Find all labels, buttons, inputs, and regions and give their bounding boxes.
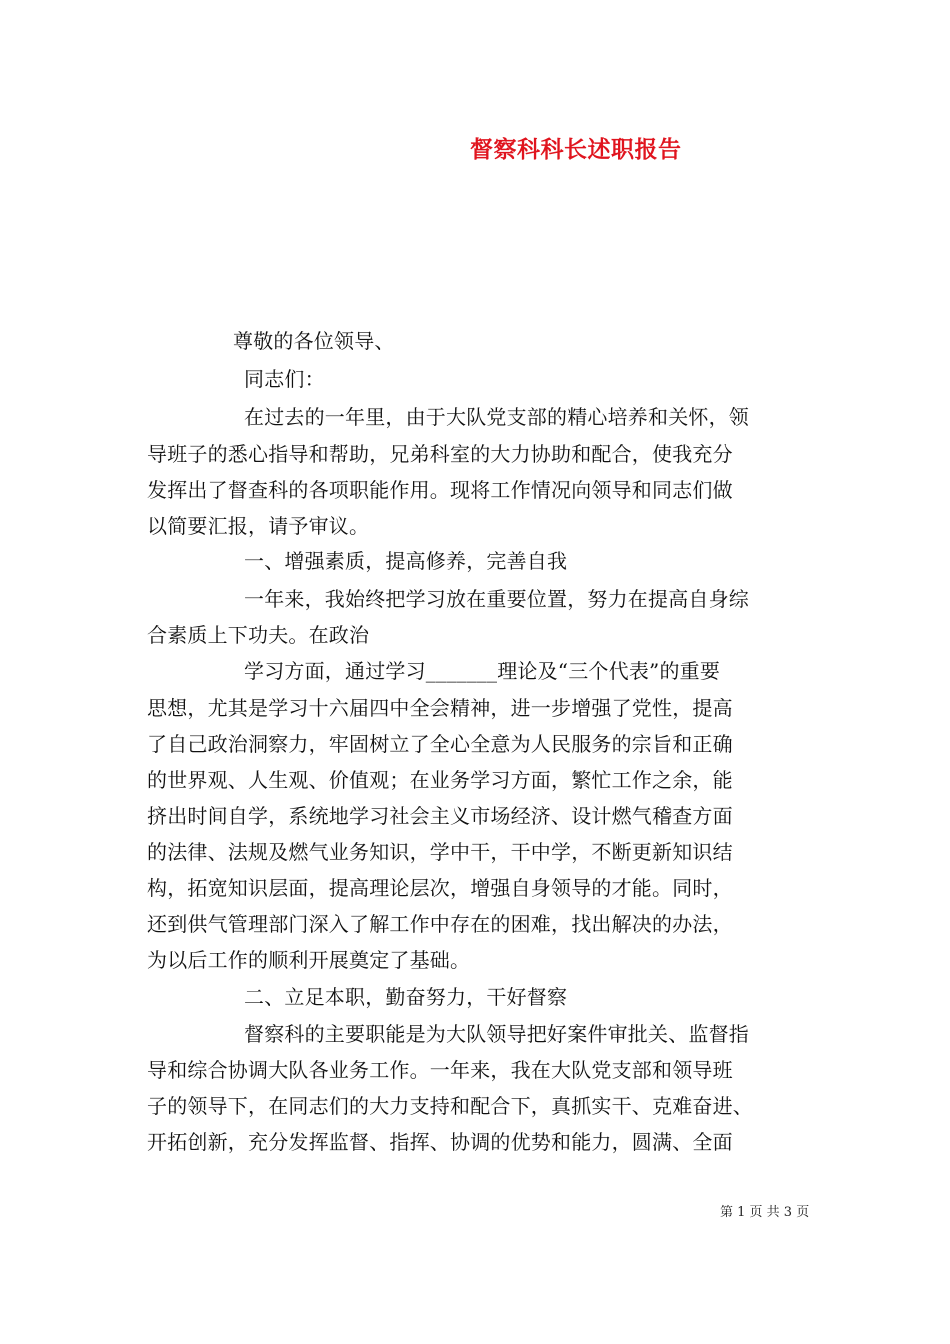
paragraph-line: 一年来，我始终把学习放在重要位置，努力在提高自身综	[244, 587, 749, 611]
paragraph-line: 的法律、法规及燃气业务知识，学中干，干中学，不断更新知识结	[147, 840, 733, 864]
salutation-line-1: 尊敬的各位领导、	[233, 329, 395, 353]
paragraph-line: 思想，尤其是学习十六届四中全会精神，进一步增强了党性，提高	[147, 696, 733, 720]
paragraph-line: 还到供气管理部门深入了解工作中存在的困难，找出解决的办法，	[147, 912, 733, 936]
paragraph-line: 在过去的一年里，由于大队党支部的精心培养和关怀，领	[244, 405, 749, 429]
paragraph-line: 导和综合协调大队各业务工作。一年来，我在大队党支部和领导班	[147, 1058, 733, 1082]
paragraph-line: 了自己政治洞察力，牢固树立了全心全意为人民服务的宗旨和正确	[147, 732, 733, 756]
paragraph-line: 合素质上下功夫。在政治	[147, 623, 370, 647]
page-number-footer: 第 1 页 共 3 页	[720, 1205, 810, 1220]
paragraph-line: 督察科的主要职能是为大队领导把好案件审批关、监督指	[244, 1022, 749, 1046]
paragraph-line: 开拓创新，充分发挥监督、指挥、协调的优势和能力，圆满、全面	[147, 1130, 733, 1154]
paragraph-line: 的世界观、人生观、价值观；在业务学习方面，繁忙工作之余，能	[147, 768, 733, 792]
paragraph-line: 为以后工作的顺利开展奠定了基础。	[147, 948, 471, 972]
salutation-line-2: 同志们：	[244, 367, 325, 391]
section-heading-2: 二、立足本职，勤奋努力，干好督察	[244, 985, 568, 1009]
paragraph-line: 发挥出了督查科的各项职能作用。现将工作情况向领导和同志们做	[147, 478, 733, 502]
section-heading-1: 一、增强素质，提高修养，完善自我	[244, 549, 568, 573]
paragraph-line: 学习方面，通过学习_______理论及“三个代表”的重要	[244, 659, 721, 683]
paragraph-line: 导班子的悉心指导和帮助，兄弟科室的大力协助和配合，使我充分	[147, 442, 733, 466]
paragraph-line: 构，拓宽知识层面，提高理论层次，增强自身领导的才能。同时，	[147, 876, 733, 900]
paragraph-line: 挤出时间自学，系统地学习社会主义市场经济、设计燃气稽查方面	[147, 804, 733, 828]
document-title: 督察科科长述职报告	[470, 136, 682, 163]
paragraph-line: 以简要汇报，请予审议。	[147, 514, 370, 538]
paragraph-line: 子的领导下，在同志们的大力支持和配合下，真抓实干、克难奋进、	[147, 1094, 753, 1118]
